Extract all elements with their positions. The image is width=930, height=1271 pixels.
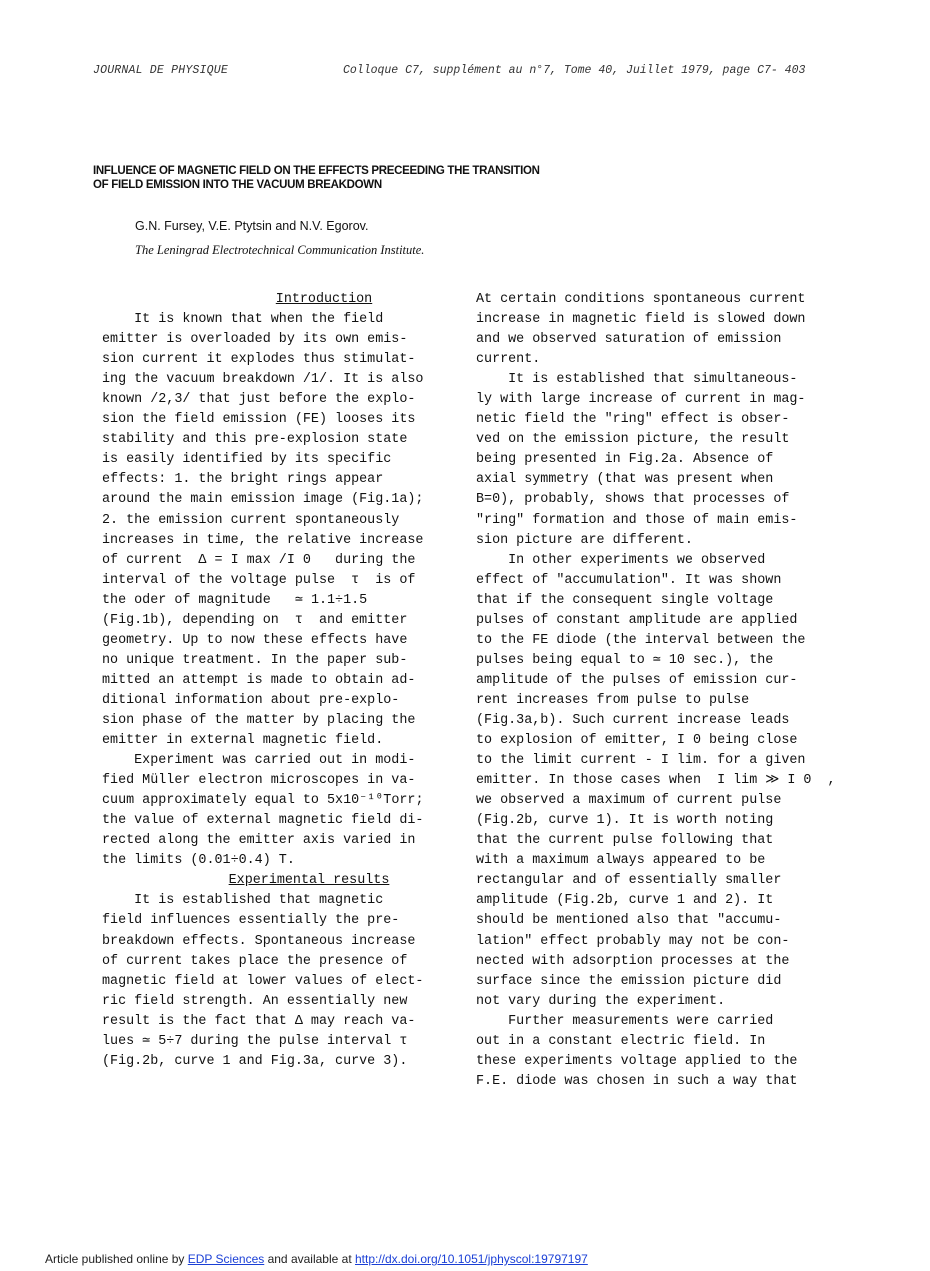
text-line: rected along the emitter axis varied in <box>102 833 416 849</box>
doi-link[interactable]: http://dx.doi.org/10.1051/jphyscol:19797197 <box>354 1252 588 1266</box>
text-line: magnetic field at lower values of elect- <box>102 973 424 989</box>
text-line: It is known that when the field <box>102 312 384 328</box>
paper-title <box>93 164 653 192</box>
text-line: rent increases from pulse to pulse <box>476 692 750 708</box>
text-line: Further measurements were carried <box>476 1013 774 1029</box>
text-line: rectangular and of essentially smaller <box>476 873 782 889</box>
text-line: lation" effect probably may not be con- <box>476 933 790 949</box>
text-line: result is the fact that Δ may reach va- <box>102 1013 416 1029</box>
text-line: ly with large increase of current in mag- <box>476 392 806 408</box>
text-line: geometry. Up to now these effects have <box>102 632 408 648</box>
text-line: stability and this pre-explosion state <box>102 432 408 448</box>
text-line: ved on the emission picture, the result <box>476 432 790 448</box>
text-line: amplitude of the pulses of emission cur- <box>476 672 798 688</box>
footer-middle: and available at <box>264 1252 355 1266</box>
text-line: pulses being equal to ≃ 10 sec.), the <box>476 652 774 668</box>
text-line: nected with adsorption processes at the <box>476 953 790 969</box>
text-line: (Fig.2b, curve 1 and Fig.3a, curve 3). <box>102 1053 408 1069</box>
text-line: the limits (0.01÷0.4) T. <box>102 853 295 869</box>
section-heading: Introduction <box>275 292 373 307</box>
text-line: ric field strength. An essentially new <box>102 993 408 1009</box>
publisher-link[interactable]: EDP Sciences <box>187 1252 265 1266</box>
text-line: ditional information about pre-explo- <box>102 692 400 708</box>
footer-prefix: Article published online by <box>45 1252 188 1266</box>
affiliation: The Leningrad Electrotechnical Communication Institute. <box>135 243 425 257</box>
text-line: sion picture are different. <box>476 532 693 548</box>
text-line: It is established that simultaneous- <box>476 372 798 388</box>
text-line: F.E. diode was chosen in such a way that <box>476 1073 798 1089</box>
text-line: pulses of constant amplitude are applied <box>476 612 798 628</box>
text-line: increases in time, the relative increase <box>102 532 424 548</box>
text-line: no unique treatment. In the paper sub- <box>102 652 408 668</box>
text-line: cuum approximately equal to 5x10⁻¹⁰Torr; <box>102 793 424 809</box>
text-line: should be mentioned also that "accumu- <box>476 913 782 929</box>
text-line: ing the vacuum breakdown /1/. It is also <box>102 372 424 388</box>
text-line: emitter is overloaded by its own emis- <box>102 332 408 348</box>
text-line: fied Müller electron microscopes in va- <box>102 773 416 789</box>
text-line: out in a constant electric field. In <box>476 1033 766 1049</box>
right-column <box>476 290 836 1092</box>
text-line: Experiment was carried out in modi- <box>102 753 416 769</box>
journal-name: JOURNAL DE PHYSIQUE <box>93 64 228 77</box>
text-line: known /2,3/ that just before the explo- <box>102 392 416 408</box>
text-line: (Fig.3a,b). Such current increase leads <box>476 712 790 728</box>
text-line: breakdown effects. Spontaneous increase <box>102 933 416 949</box>
text-line: of current takes place the presence of <box>102 953 408 969</box>
text-line: (Fig.2b, curve 1). It is worth noting <box>476 813 774 829</box>
section-heading: Experimental results <box>228 873 390 889</box>
text-line: effect of "accumulation". It was shown <box>476 572 782 588</box>
title-line: INFLUENCE OF MAGNETIC FIELD ON THE EFFECTS PRECEEDING THE TRANSITION <box>93 165 540 177</box>
text-line: sion phase of the matter by placing the <box>102 712 416 728</box>
text-line: "ring" formation and those of main emis- <box>476 512 798 528</box>
text-line: In other experiments we observed <box>476 552 766 568</box>
text-line: surface since the emission picture did <box>476 973 782 989</box>
publication-footer <box>45 1252 588 1266</box>
text-line: emitter in external magnetic field. <box>102 733 384 749</box>
text-line: the value of external magnetic field di- <box>102 813 424 829</box>
text-line: (Fig.1b), depending on τ and emitter <box>102 612 408 628</box>
text-line: not vary during the experiment. <box>476 993 726 1009</box>
text-line: axial symmetry (that was present when <box>476 472 774 488</box>
text-line: around the main emission image (Fig.1a); <box>102 492 424 508</box>
text-line: lues ≃ 5÷7 during the pulse interval τ <box>102 1033 408 1049</box>
text-line: increase in magnetic field is slowed down <box>476 312 806 328</box>
text-line: amplitude (Fig.2b, curve 1 and 2). It <box>476 893 774 909</box>
text-line: emitter. In those cases when I lim ≫ I 0 , <box>476 773 836 789</box>
text-line: sion the field emission (FE) looses its <box>102 412 416 428</box>
text-line: we observed a maximum of current pulse <box>476 793 782 809</box>
text-line: interval of the voltage pulse τ is of <box>102 572 416 588</box>
text-line: field influences essentially the pre- <box>102 913 400 929</box>
text-line: to the limit current - I lim. for a given <box>476 753 806 769</box>
text-line: At certain conditions spontaneous current <box>476 292 806 307</box>
text-line: mitted an attempt is made to obtain ad- <box>102 672 416 688</box>
text-line: sion current it explodes thus stimulat- <box>102 352 416 368</box>
text-line: that the current pulse following that <box>476 833 774 849</box>
text-line: to explosion of emitter, I 0 being close <box>476 733 798 749</box>
text-line: and we observed saturation of emission <box>476 332 782 348</box>
text-line: 2. the emission current spontaneously <box>102 512 400 528</box>
text-line: of current Δ = I max /I 0 during the <box>102 552 416 568</box>
citation-line: Colloque C7, supplément au n°7, Tome 40, Juillet 1979, page C7- 403 <box>343 64 806 77</box>
title-line: OF FIELD EMISSION INTO THE VACUUM BREAKDOWN <box>93 179 382 191</box>
text-line: being presented in Fig.2a. Absence of <box>476 452 774 468</box>
left-column <box>102 290 442 1072</box>
text-line: It is established that magnetic <box>102 893 384 909</box>
text-line: B=0), probably, shows that processes of <box>476 492 790 508</box>
text-line: with a maximum always appeared to be <box>476 853 766 869</box>
text-line: is easily identified by its specific <box>102 452 392 468</box>
text-line: the oder of magnitude ≃ 1.1÷1.5 <box>102 592 368 608</box>
text-line: effects: 1. the bright rings appear <box>102 472 384 488</box>
text-line: netic field the "ring" effect is obser- <box>476 412 790 428</box>
text-line: current. <box>476 352 541 368</box>
text-line: that if the consequent single voltage <box>476 592 774 608</box>
text-line: to the FE diode (the interval between the <box>476 632 806 648</box>
text-line: these experiments voltage applied to the <box>476 1053 798 1069</box>
author-list: G.N. Fursey, V.E. Ptytsin and N.V. Egorov. <box>135 219 369 233</box>
